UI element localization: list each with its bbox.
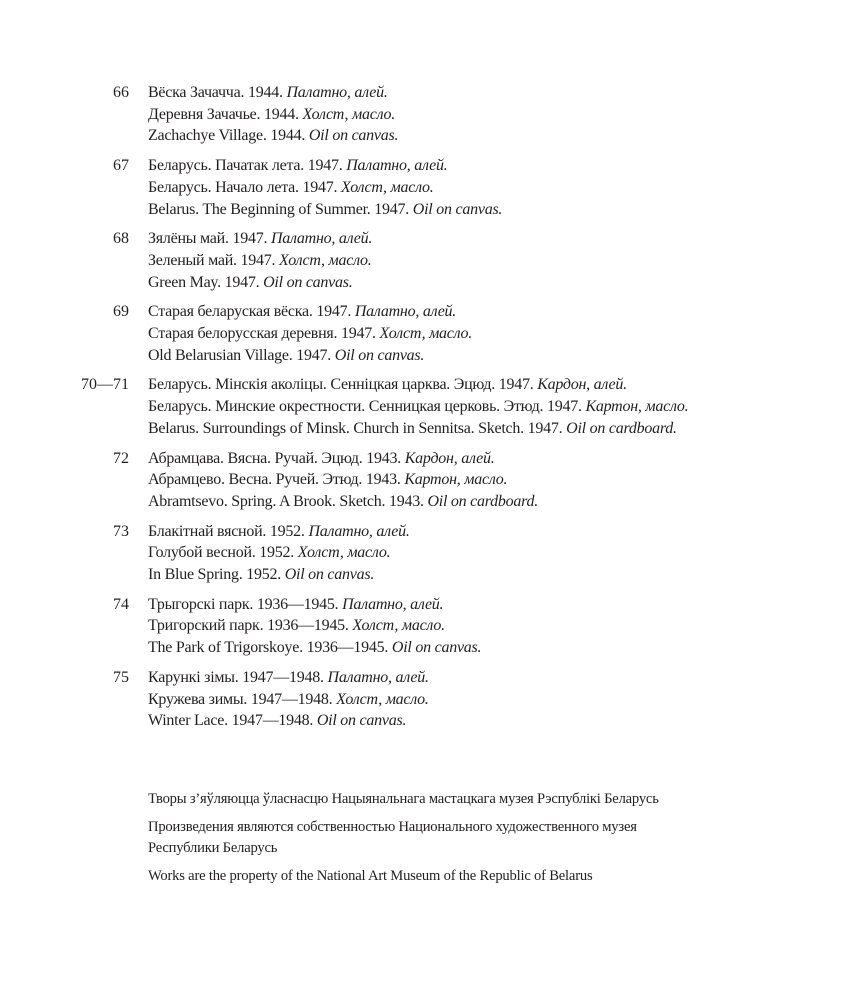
artwork-title: Abramtsevo. Spring. A Brook. Sketch. 1943.: [148, 492, 428, 510]
plate-number: 68: [113, 230, 129, 248]
entry-line: [148, 448, 858, 470]
plate-number: 75: [113, 668, 129, 686]
catalogue-entry: [0, 448, 858, 513]
plate-number: 69: [113, 303, 129, 321]
artwork-title: In Blue Spring. 1952.: [148, 566, 285, 584]
ownership-note-russian-line1: Произведения являются собственностью Национального художественного музея: [148, 819, 637, 835]
artwork-title: Деревня Зачачье. 1944.: [148, 105, 303, 123]
catalogue-entry: [0, 301, 858, 366]
artwork-medium: Холст, масло.: [352, 617, 445, 635]
entry-line: [148, 710, 858, 732]
ownership-note-russian-line2: Республики Беларусь: [148, 840, 278, 856]
plate-number: 67: [113, 157, 129, 175]
artwork-medium: Палатно, алей.: [342, 595, 444, 613]
artwork-medium: Oil on cardboard.: [427, 492, 539, 510]
artwork-medium: Палатно, алей.: [354, 303, 457, 321]
artwork-title: Беларусь. Пачатак лета. 1947.: [148, 157, 347, 175]
ownership-note-belarusian: Творы з’яўляюцца ўласнасцю Нацыянальнага мастацкага музея Рэспублікі Беларусь: [148, 791, 659, 807]
artwork-title: Зеленый май. 1947.: [148, 251, 280, 269]
artwork-medium: Oil on canvas.: [412, 200, 503, 218]
artwork-title: Вёска Зачачча. 1944.: [148, 84, 287, 101]
artwork-title: Старая белорусская деревня. 1947.: [148, 325, 380, 343]
catalogue-entry: [0, 228, 858, 293]
artwork-title: Беларусь. Начало лета. 1947.: [148, 178, 341, 196]
artwork-title: Беларусь. Мінскія аколіцы. Сенніцкая царква. Эцюд. 1947.: [148, 376, 538, 394]
artwork-medium: Картон, масло.: [404, 471, 508, 489]
plate-number: 72: [113, 449, 129, 467]
catalogue-entry: [0, 82, 858, 147]
artwork-title: Кружева зимы. 1947—1948.: [148, 690, 337, 708]
entry-line: [148, 345, 858, 367]
entry-line: [148, 469, 858, 491]
artwork-title: Green May. 1947.: [148, 273, 264, 291]
artwork-medium: Холст, масло.: [340, 178, 434, 196]
entry-line: [148, 667, 858, 689]
artwork-medium: Oil on canvas.: [308, 127, 399, 145]
entry-line: [148, 301, 858, 323]
catalogue-entry: [0, 594, 858, 659]
entry-line: [148, 199, 858, 221]
artwork-title: Беларусь. Минские окрестности. Сенницкая церковь. Этюд. 1947.: [148, 398, 586, 416]
artwork-title: Belarus. Surroundings of Minsk. Church in Sennitsa. Sketch. 1947.: [148, 419, 567, 437]
artwork-medium: Палатно, алей.: [270, 230, 373, 248]
artwork-medium: Oil on canvas.: [316, 712, 407, 730]
catalogue-entry: [0, 155, 858, 220]
artwork-medium: Палатно, алей.: [346, 157, 448, 175]
plate-number: 73: [113, 522, 129, 540]
artwork-medium: Oil on canvas.: [334, 346, 425, 364]
artwork-medium: Холст, масло.: [336, 690, 429, 708]
entry-line: [148, 637, 858, 659]
entry-line: [148, 418, 858, 440]
artwork-title: Абрамцава. Вясна. Ручай. Эцюд. 1943.: [148, 449, 405, 467]
artwork-medium: Холст, масло.: [379, 325, 473, 343]
entry-line: [148, 323, 858, 345]
artwork-medium: Палатно, алей.: [286, 84, 388, 101]
artwork-title: Winter Lace. 1947—1948.: [148, 712, 317, 730]
artwork-title: Карункі зімы. 1947—1948.: [148, 668, 328, 686]
artwork-medium: Oil on canvas.: [391, 639, 482, 657]
entry-line: [148, 250, 858, 272]
entry-line: [148, 82, 858, 104]
entry-line: [148, 125, 858, 147]
artwork-title: Абрамцево. Весна. Ручей. Этюд. 1943.: [148, 471, 405, 489]
entry-line: [148, 564, 858, 586]
artwork-medium: Палатно, алей.: [308, 522, 410, 540]
artwork-title: Тригорский парк. 1936—1945.: [148, 617, 353, 635]
catalogue-list: [0, 82, 858, 740]
artwork-title: Zachachye Village. 1944.: [148, 127, 309, 145]
artwork-title: Трыгорскі парк. 1936—1945.: [148, 595, 343, 613]
entry-line: [148, 228, 858, 250]
artwork-medium: Кардон, алей.: [537, 376, 627, 394]
artwork-medium: Палатно, алей.: [327, 668, 429, 686]
entry-line: [148, 491, 858, 513]
artwork-title: Belarus. The Beginning of Summer. 1947.: [148, 200, 413, 218]
entry-line: [148, 177, 858, 199]
entry-line: [148, 155, 858, 177]
artwork-title: Блакітнай вясной. 1952.: [148, 522, 309, 540]
artwork-medium: Oil on canvas.: [284, 566, 375, 584]
artwork-title: Голубой весной. 1952.: [148, 544, 298, 562]
plate-number: 70—71: [81, 376, 129, 394]
catalogue-entry: [0, 521, 858, 586]
catalogue-entry: [0, 374, 858, 439]
entry-line: [148, 396, 858, 418]
artwork-title: Старая беларуская вёска. 1947.: [148, 303, 355, 321]
artwork-title: The Park of Trigorskoye. 1936—1945.: [148, 639, 392, 657]
catalogue-entry: [0, 667, 858, 732]
entry-line: [148, 374, 858, 396]
entry-line: [148, 542, 858, 564]
entry-line: [148, 521, 858, 543]
entry-line: [148, 594, 858, 616]
artwork-medium: Картон, масло.: [585, 398, 689, 416]
plate-number: 74: [113, 595, 129, 613]
plate-number: 66: [113, 84, 129, 101]
ownership-note-russian: [148, 817, 659, 859]
artwork-title: Old Belarusian Village. 1947.: [148, 346, 335, 364]
entry-line: [148, 615, 858, 637]
entry-line: [148, 104, 858, 126]
entry-line: [148, 272, 858, 294]
ownership-note: [148, 789, 659, 894]
artwork-medium: Холст, масло.: [302, 105, 395, 123]
artwork-medium: Холст, масло.: [297, 544, 391, 562]
artwork-medium: Холст, масло.: [279, 251, 372, 269]
artwork-medium: Кардон, алей.: [404, 449, 495, 467]
artwork-medium: Oil on cardboard.: [566, 419, 677, 437]
artwork-medium: Oil on canvas.: [263, 273, 353, 291]
ownership-note-english: Works are the property of the National Art Museum of the Republic of Belarus: [148, 868, 593, 884]
artwork-title: Зялёны май. 1947.: [148, 230, 271, 248]
entry-line: [148, 689, 858, 711]
